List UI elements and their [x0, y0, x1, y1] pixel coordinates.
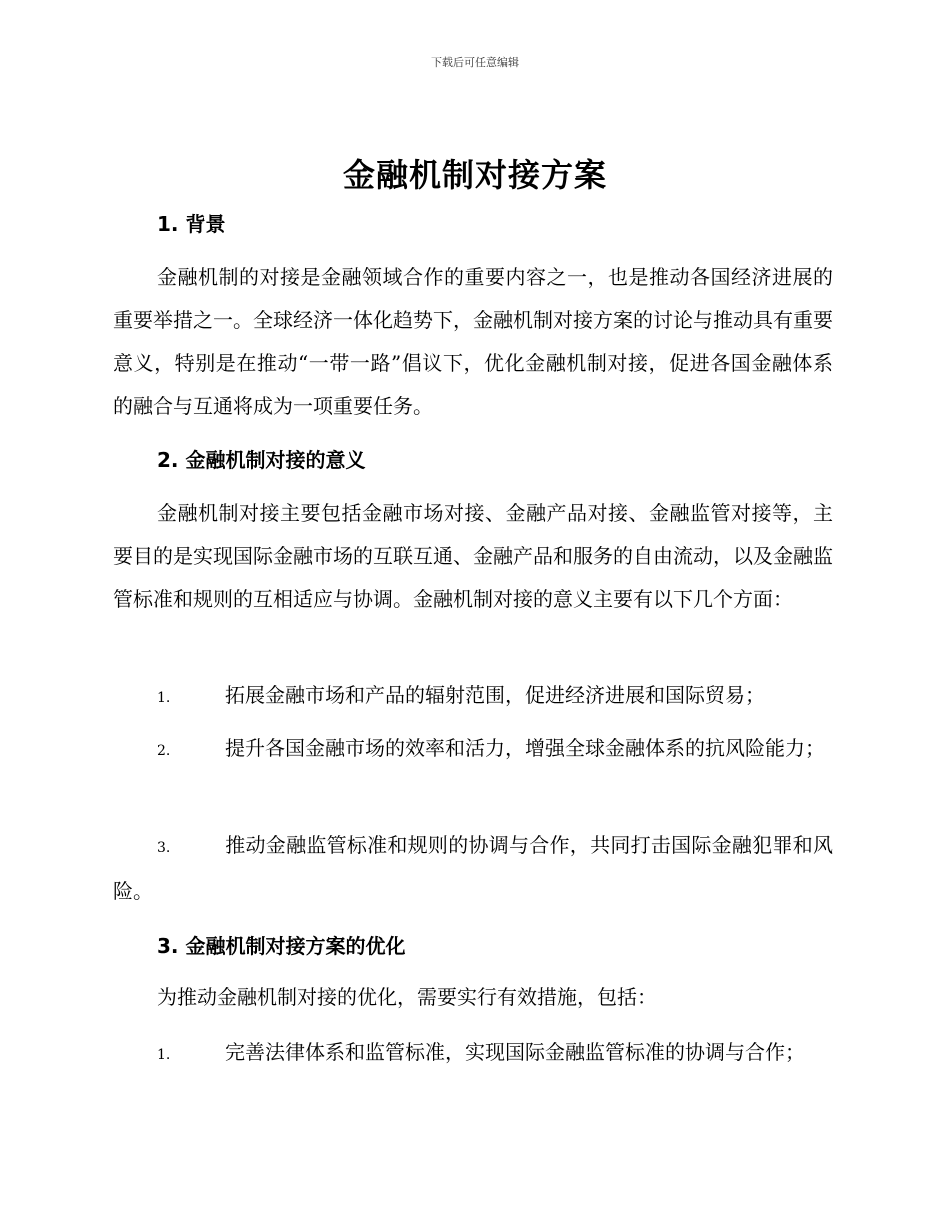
- header-note: 下载后可任意编辑: [431, 56, 519, 69]
- list-item-text: 提升各国金融市场的效率和活力，增强全球金融体系的抗风险能力；: [225, 736, 825, 760]
- list-item: [113, 727, 833, 773]
- list-item-text: 推动金融监管标准和规则的协调与合作，共同打击国际金融犯罪和风险。: [113, 833, 833, 903]
- section-paragraph-significance: 金融机制对接主要包括金融市场对接、金融产品对接、金融监管对接等，主要目的是实现国际金融市场的互联互通、金融产品和服务的自由流动，以及金融监管标准和规则的互相适应与协调。金融机制对接的意义主要有以下几个方面：: [113, 501, 833, 611]
- list-item: [113, 674, 833, 720]
- section-heading-background: 1. 背景: [157, 212, 226, 236]
- list-item-number: 3.: [157, 840, 171, 856]
- list-item: [113, 1031, 833, 1077]
- list-item-text: 拓展金融市场和产品的辐射范围，促进经济进展和国际贸易；: [225, 683, 765, 707]
- list-item-number: 2.: [157, 743, 171, 759]
- section-heading-optimization: 3. 金融机制对接方案的优化: [157, 934, 406, 958]
- list-item: [113, 824, 833, 913]
- list-item-number: 1.: [157, 690, 171, 706]
- list-item-text: 完善法律体系和监管标准，实现国际金融监管标准的协调与合作；: [225, 1040, 805, 1064]
- section-paragraph-background: 金融机制的对接是金融领域合作的重要内容之一，也是推动各国经济进展的重要举措之一。全球经济一体化趋势下，金融机制对接方案的讨论与推动具有重要意义，特别是在推动“一带一路”倡议下，优化金融机制对接，促进各国金融体系的融合与互通将成为一项重要任务。: [113, 265, 833, 418]
- list-item-number: 1.: [157, 1047, 171, 1063]
- document-title: 金融机制对接方案: [342, 156, 607, 194]
- section-heading-significance: 2. 金融机制对接的意义: [157, 448, 366, 472]
- section-paragraph-optimization: 为推动金融机制对接的优化，需要实行有效措施，包括：: [157, 985, 657, 1009]
